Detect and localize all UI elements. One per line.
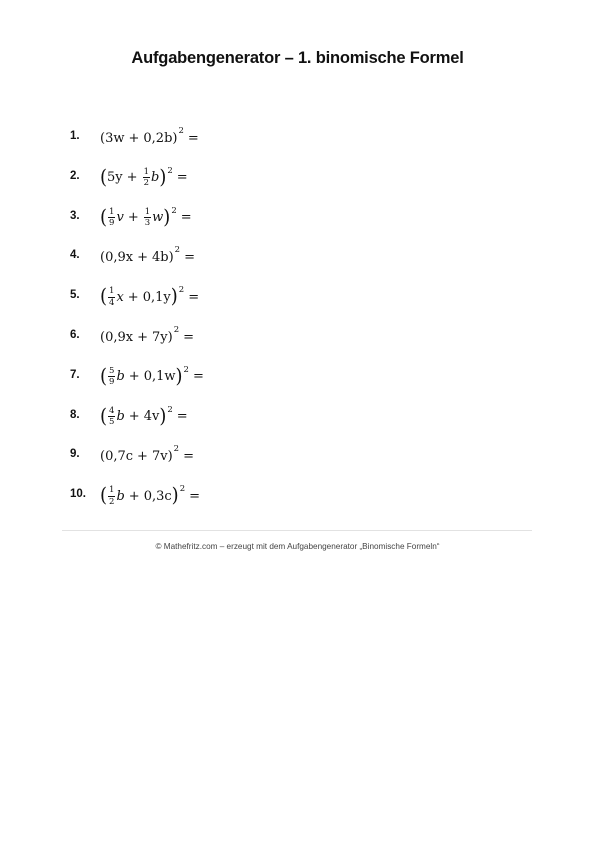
exponent: 2 — [171, 205, 177, 216]
equals-sign: = — [184, 249, 195, 265]
term-variable: b — [150, 170, 160, 186]
exercise-number: 10. — [70, 488, 86, 501]
exercise-row — [0, 322, 400, 352]
term-variable: v — [116, 210, 124, 226]
close-paren: ) — [175, 364, 183, 388]
exercise-number: 6. — [70, 329, 80, 341]
open-paren: ( — [100, 285, 108, 309]
term: 3w — [105, 130, 125, 146]
fraction — [108, 407, 115, 427]
term: 4b — [152, 249, 169, 265]
open-paren: ( — [100, 205, 108, 229]
fraction-denominator: 9 — [109, 377, 115, 388]
page-title: Aufgabengenerator – 1. binomische Formel — [131, 49, 464, 67]
fraction-numerator: 1 — [143, 166, 149, 177]
exponent: 2 — [173, 325, 180, 335]
exercise-number: 2. — [70, 169, 80, 182]
open-paren: ( — [100, 130, 106, 146]
term: 0,9x — [105, 249, 134, 265]
open-paren: ( — [100, 448, 106, 464]
term: 5y — [107, 170, 123, 186]
term-variable: b — [116, 369, 125, 385]
term: 7v — [151, 448, 168, 464]
fraction-numerator: 5 — [109, 365, 115, 376]
exercise-row — [0, 123, 400, 153]
plus-sign: + — [127, 210, 139, 226]
plus-sign: + — [126, 170, 138, 186]
exponent: 2 — [178, 285, 185, 296]
exercise-row — [0, 362, 400, 392]
exercise-row — [0, 203, 400, 233]
close-paren: ) — [159, 404, 167, 428]
equals-sign: = — [189, 488, 201, 504]
exercise-expression — [100, 244, 195, 270]
exercise-expression — [100, 483, 200, 509]
fraction-denominator: 4 — [109, 297, 115, 308]
exercise-number: 8. — [70, 408, 80, 421]
close-paren: ) — [171, 484, 179, 508]
plus-sign: + — [128, 369, 140, 385]
fraction — [143, 168, 150, 188]
exercise-number: 1. — [70, 130, 80, 142]
equals-sign: = — [183, 329, 195, 345]
close-paren: ) — [163, 205, 171, 229]
open-paren: ( — [100, 484, 108, 508]
exercise-row — [0, 481, 400, 511]
exercise-number: 3. — [70, 209, 80, 222]
open-paren: ( — [100, 404, 108, 428]
term-variable: b — [116, 409, 125, 425]
fraction-numerator: 1 — [144, 206, 151, 217]
term: 0,7c — [105, 448, 134, 464]
exercise-expression — [100, 205, 192, 231]
close-paren: ) — [159, 165, 167, 189]
equals-sign: = — [192, 369, 204, 385]
equals-sign: = — [180, 210, 192, 226]
equals-sign: = — [188, 289, 200, 305]
close-paren: ) — [172, 130, 178, 146]
fraction-denominator: 2 — [143, 178, 149, 189]
fraction-denominator: 2 — [109, 496, 115, 507]
exercise-number: 4. — [70, 249, 80, 262]
close-paren: ) — [168, 249, 174, 265]
term: 0,9x — [105, 329, 134, 345]
open-paren: ( — [100, 364, 108, 388]
plus-sign: + — [137, 329, 148, 345]
term: 0,1y — [142, 289, 171, 305]
exercise-row — [0, 402, 400, 432]
equals-sign: = — [183, 448, 194, 464]
plus-sign: + — [128, 488, 140, 504]
plus-sign: + — [127, 289, 139, 305]
exercise-row — [0, 282, 400, 312]
plus-sign: + — [128, 130, 140, 146]
exercise-expression — [100, 364, 204, 390]
footer-credit: © Mathefritz.com – erzeugt mit dem Aufgabengenerator „Binomische Formeln“ — [155, 542, 440, 551]
plus-sign: + — [137, 249, 148, 265]
exercise-expression — [100, 324, 194, 350]
exercise-number: 9. — [70, 448, 80, 461]
term: 0,2b — [143, 130, 173, 146]
term-variable: x — [116, 289, 124, 305]
equals-sign: = — [176, 409, 188, 425]
exponent: 2 — [173, 444, 180, 455]
term: 4v — [143, 409, 160, 425]
exercise-row — [0, 441, 400, 471]
close-paren: ) — [167, 329, 173, 345]
exponent: 2 — [174, 245, 181, 256]
fraction-denominator: 3 — [144, 218, 151, 229]
term: 0,1w — [143, 369, 176, 385]
equals-sign: = — [176, 170, 188, 186]
close-paren: ) — [167, 448, 173, 464]
fraction — [108, 287, 115, 307]
term-variable: b — [116, 488, 125, 504]
exercise-number: 5. — [70, 289, 80, 302]
fraction-numerator: 1 — [109, 286, 115, 297]
exponent: 2 — [167, 165, 173, 176]
exercise-expression — [100, 284, 199, 310]
exponent: 2 — [167, 404, 173, 415]
exercise-expression — [100, 404, 188, 430]
close-paren: ) — [170, 285, 178, 309]
equals-sign: = — [187, 130, 199, 146]
exercise-expression — [100, 125, 199, 151]
fraction — [108, 208, 115, 228]
term: 7y — [152, 329, 168, 345]
open-paren: ( — [100, 165, 108, 189]
exercise-row — [0, 163, 400, 193]
exercise-row — [0, 242, 400, 272]
exponent: 2 — [183, 364, 189, 375]
fraction-numerator: 4 — [109, 405, 115, 416]
plus-sign: + — [137, 448, 148, 464]
exponent: 2 — [178, 126, 184, 136]
term-variable: w — [152, 210, 164, 226]
fraction — [108, 486, 115, 506]
exercise-number: 7. — [70, 368, 80, 381]
plus-sign: + — [128, 409, 140, 425]
term: 0,3c — [143, 488, 172, 504]
exponent: 2 — [179, 484, 186, 495]
exercise-expression — [100, 165, 188, 191]
fraction-numerator: 1 — [109, 206, 115, 217]
open-paren: ( — [100, 249, 106, 265]
fraction-denominator: 9 — [109, 218, 115, 229]
fraction-denominator: 5 — [109, 417, 115, 428]
fraction — [108, 367, 115, 387]
fraction-numerator: 1 — [109, 485, 115, 496]
fraction — [144, 208, 151, 228]
open-paren: ( — [100, 329, 106, 345]
exercise-expression — [100, 443, 194, 469]
footer-divider — [62, 530, 532, 531]
